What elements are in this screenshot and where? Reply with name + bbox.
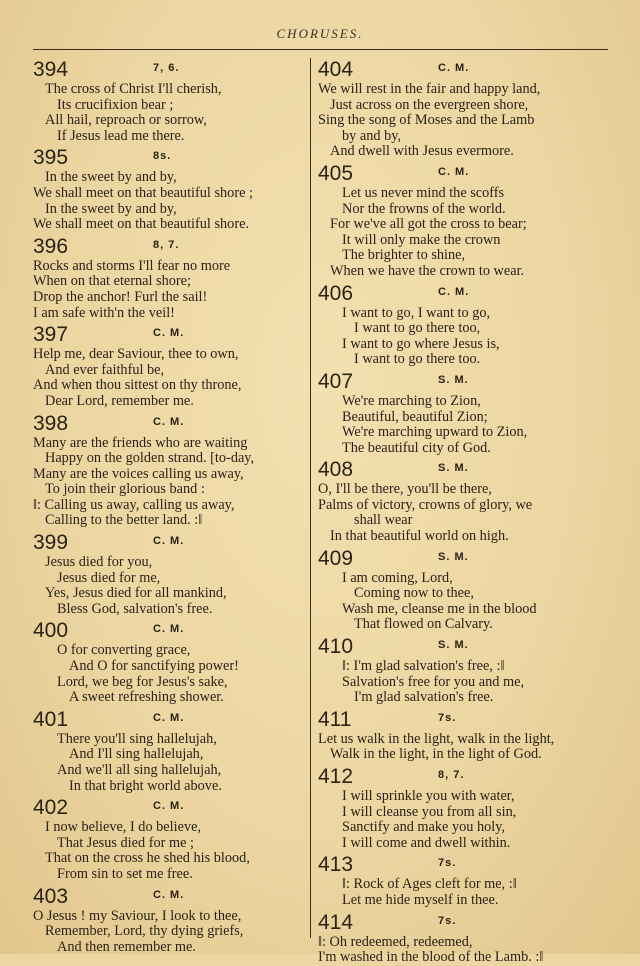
hymn-line: If Jesus lead me there. bbox=[57, 127, 185, 144]
hymn-line: Beautiful, beautiful Zion; bbox=[342, 408, 488, 425]
hymn-403 bbox=[33, 885, 305, 956]
hymn-404 bbox=[318, 58, 616, 160]
hymn-meter: S. M. bbox=[438, 373, 469, 386]
hymn-line: We shall meet on that beautiful shore ; bbox=[33, 184, 253, 201]
hymn-number: 399 bbox=[33, 531, 69, 555]
hymn-line: by and by, bbox=[342, 127, 402, 144]
hymn-398 bbox=[33, 412, 305, 530]
hymn-line: For we've all got the cross to bear; bbox=[330, 216, 527, 233]
hymn-line: We shall meet on that beautiful shore. bbox=[33, 216, 250, 233]
hymn-number: 404 bbox=[318, 58, 354, 81]
hymn-heading bbox=[33, 708, 305, 732]
hymn-meter: C. M. bbox=[153, 535, 185, 548]
hymn-number: 408 bbox=[318, 458, 354, 482]
hymn-meter: C. M. bbox=[153, 711, 185, 724]
hymn-line: Rocks and storms I'll fear no more bbox=[33, 257, 231, 274]
hymn-meter: C. M. bbox=[438, 62, 470, 74]
hymn-heading bbox=[33, 323, 305, 347]
hymn-meter: 7s. bbox=[438, 711, 457, 724]
hymn-line: That flowed on Calvary. bbox=[354, 616, 493, 633]
hymn-line: Let us walk in the light, walk in the light, bbox=[318, 730, 555, 747]
hymn-407 bbox=[318, 370, 616, 456]
hymn-meter: 8, 7. bbox=[438, 769, 465, 781]
hymn-410 bbox=[318, 635, 616, 706]
hymn-heading bbox=[33, 58, 305, 82]
hymn-line: I'm washed in the blood of the Lamb. :‖ bbox=[318, 949, 544, 966]
hymn-line: We will rest in the fair and happy land, bbox=[318, 81, 541, 97]
hymn-meter: 8, 7. bbox=[153, 238, 180, 251]
hymn-line: I now believe, I do believe, bbox=[45, 819, 202, 836]
hymn-line: And we'll all sing hallelujah, bbox=[57, 762, 222, 778]
hymn-408 bbox=[318, 458, 616, 544]
hymn-number: 413 bbox=[318, 853, 354, 877]
hymn-heading bbox=[33, 619, 305, 643]
hymn-line: And I'll sing hallelujah, bbox=[69, 746, 204, 763]
hymn-line: The cross of Christ I'll cherish, bbox=[45, 81, 222, 97]
hymn-line: I'm glad salvation's free. bbox=[354, 689, 494, 706]
hymn-line: And then remember me. bbox=[57, 938, 196, 955]
hymn-heading bbox=[318, 853, 616, 877]
hymn-heading bbox=[318, 58, 616, 82]
hymn-heading bbox=[318, 370, 616, 394]
hymn-meter: C. M. bbox=[153, 623, 185, 636]
hymn-line: I want to go there too. bbox=[354, 351, 481, 368]
hymn-heading bbox=[33, 235, 305, 259]
hymn-meter: C. M. bbox=[438, 165, 470, 178]
hymn-line: Coming now to thee, bbox=[354, 585, 474, 602]
hymn-meter: S. M. bbox=[438, 550, 469, 563]
hymn-line: Salvation's free for you and me, bbox=[342, 673, 525, 690]
hymn-meter: C. M. bbox=[153, 415, 185, 428]
hymn-heading bbox=[318, 911, 616, 935]
hymn-number: 395 bbox=[33, 146, 69, 170]
hymn-line: That on the cross he shed his blood, bbox=[45, 850, 250, 867]
hymn-line: There you'll sing hallelujah, bbox=[57, 730, 217, 747]
hymn-heading bbox=[33, 412, 305, 436]
hymn-heading bbox=[318, 635, 616, 659]
page-header: CHORUSES. bbox=[276, 26, 364, 41]
hymn-line: Lord, we beg for Jesus's sake, bbox=[57, 673, 228, 690]
hymn-line: That Jesus died for me ; bbox=[57, 834, 194, 851]
hymn-heading bbox=[33, 885, 305, 909]
hymn-number: 401 bbox=[33, 707, 69, 731]
hymn-line: Yes, Jesus died for all mankind, bbox=[45, 585, 227, 602]
hymn-line: Jesus died for me, bbox=[57, 569, 161, 586]
hymn-number: 405 bbox=[318, 161, 354, 185]
hymn-meter: C. M. bbox=[153, 888, 185, 901]
hymn-line: Sing the song of Moses and the Lamb bbox=[318, 112, 535, 129]
hymn-meter: C. M. bbox=[438, 285, 470, 298]
hymn-heading bbox=[318, 458, 616, 482]
hymn-line: When we have the crown to wear. bbox=[330, 262, 525, 279]
hymn-line: We're marching upward to Zion, bbox=[342, 424, 528, 441]
hymn-line: Nor the frowns of the world. bbox=[342, 200, 506, 217]
hymn-394 bbox=[33, 58, 305, 144]
right-column bbox=[318, 58, 616, 966]
hymn-397 bbox=[33, 323, 305, 409]
column-divider bbox=[310, 58, 311, 938]
hymn-number: 412 bbox=[318, 765, 354, 788]
hymn-meter: 8s. bbox=[153, 150, 172, 163]
hymn-line: In that bright world above. bbox=[69, 777, 222, 794]
hymn-line: ‖: Oh redeemed, redeemed, bbox=[318, 933, 473, 950]
hymn-line: And dwell with Jesus evermore. bbox=[330, 143, 514, 160]
hymn-heading bbox=[318, 765, 616, 789]
hymn-number: 409 bbox=[318, 546, 354, 570]
hymn-line: And O for sanctifying power! bbox=[69, 658, 239, 675]
hymn-number: 411 bbox=[318, 707, 352, 731]
hymn-406 bbox=[318, 282, 616, 368]
hymn-meter: 7s. bbox=[438, 914, 457, 927]
hymn-line: Its crucifixion bear ; bbox=[57, 96, 174, 113]
hymn-line: Help me, dear Saviour, thee to own, bbox=[33, 346, 239, 363]
hymn-number: 402 bbox=[33, 796, 69, 820]
hymn-heading bbox=[33, 146, 305, 170]
hymn-line: The beautiful city of God. bbox=[342, 439, 491, 456]
hymn-412 bbox=[318, 765, 616, 851]
hymn-line: I will come and dwell within. bbox=[342, 834, 511, 851]
hymn-line: Many are the voices calling us away, bbox=[33, 465, 244, 482]
hymn-409 bbox=[318, 547, 616, 633]
hymn-number: 398 bbox=[33, 411, 69, 435]
hymn-meter: S. M. bbox=[438, 639, 469, 652]
hymn-line: In the sweet by and by, bbox=[45, 169, 177, 186]
hymn-line: Happy on the golden strand. [to-day, bbox=[45, 450, 255, 467]
hymn-line: I am safe with'n the veil! bbox=[33, 304, 175, 321]
hymn-402 bbox=[33, 796, 305, 882]
hymn-line: Let me hide myself in thee. bbox=[342, 891, 499, 908]
hymn-meter: S. M. bbox=[438, 462, 469, 475]
hymn-413 bbox=[318, 853, 616, 908]
hymn-meter: C. M. bbox=[153, 800, 185, 813]
hymn-411 bbox=[318, 708, 616, 763]
hymn-414 bbox=[318, 911, 616, 966]
hymn-line: When on that eternal shore; bbox=[33, 273, 191, 290]
hymn-heading bbox=[33, 531, 305, 555]
hymn-line: From sin to set me free. bbox=[57, 865, 193, 882]
hymn-405 bbox=[318, 162, 616, 280]
hymn-meter: C. M. bbox=[153, 327, 185, 340]
hymn-meter: 7s. bbox=[438, 857, 457, 870]
hymn-heading bbox=[318, 708, 616, 732]
hymn-line: It will only make the crown bbox=[342, 231, 501, 248]
hymn-heading bbox=[33, 796, 305, 820]
hymn-line: Let us never mind the scoffs bbox=[342, 184, 505, 201]
hymn-line: ‖: Rock of Ages cleft for me, :‖ bbox=[342, 876, 517, 893]
hymn-line: ‖: I'm glad salvation's free, :‖ bbox=[342, 658, 505, 675]
hymn-line: I want to go there too, bbox=[354, 320, 481, 337]
hymn-heading bbox=[318, 547, 616, 571]
hymn-heading bbox=[318, 282, 616, 306]
hymn-line: The brighter to shine, bbox=[342, 247, 466, 264]
hymn-line: O, I'll be there, you'll be there, bbox=[318, 481, 492, 498]
hymn-line: O for converting grace, bbox=[57, 642, 191, 659]
hymn-line: And when thou sittest on thy throne, bbox=[33, 377, 242, 394]
hymn-line: I will cleanse you from all sin, bbox=[342, 803, 517, 820]
hymn-line: Sanctify and make you holy, bbox=[342, 819, 506, 836]
hymn-line: A sweet refreshing shower. bbox=[69, 689, 224, 706]
hymn-number: 407 bbox=[318, 369, 354, 393]
hymn-number: 406 bbox=[318, 281, 354, 305]
hymn-line: Remember, Lord, thy dying griefs, bbox=[45, 923, 244, 940]
hymn-line: Palms of victory, crowns of glory, we bbox=[318, 496, 533, 513]
hymn-400 bbox=[33, 619, 305, 705]
hymn-395 bbox=[33, 146, 305, 232]
hymn-line: Jesus died for you, bbox=[45, 554, 153, 571]
hymn-number: 410 bbox=[318, 635, 354, 659]
hymn-heading bbox=[318, 162, 616, 186]
hymn-number: 394 bbox=[33, 58, 69, 81]
left-column bbox=[33, 58, 305, 955]
hymn-line: ‖: Calling us away, calling us away, bbox=[33, 496, 235, 513]
hymn-line: I will sprinkle you with water, bbox=[342, 788, 515, 804]
hymn-line: And ever faithful be, bbox=[45, 361, 165, 378]
hymn-line: Calling to the better land. :‖ bbox=[45, 512, 203, 529]
hymn-line: Dear Lord, remember me. bbox=[45, 392, 194, 409]
header-rule bbox=[33, 49, 608, 50]
hymn-line: In the sweet by and by, bbox=[45, 200, 177, 217]
hymn-line: To join their glorious band : bbox=[45, 481, 205, 498]
hymn-line: O Jesus ! my Saviour, I look to thee, bbox=[33, 907, 242, 924]
hymn-line: shall wear bbox=[354, 512, 413, 529]
hymn-line: Drop the anchor! Furl the sail! bbox=[33, 288, 208, 305]
hymn-line: I want to go, I want to go, bbox=[342, 304, 491, 321]
hymn-line: I want to go where Jesus is, bbox=[342, 335, 500, 352]
hymn-396 bbox=[33, 235, 305, 321]
hymn-meter: 7, 6. bbox=[153, 62, 180, 74]
hymn-number: 400 bbox=[33, 619, 69, 643]
hymn-line: We're marching to Zion, bbox=[342, 392, 481, 409]
hymn-line: In that beautiful world on high. bbox=[330, 528, 509, 545]
hymn-number: 414 bbox=[318, 910, 354, 934]
hymn-line: Many are the friends who are waiting bbox=[33, 434, 248, 451]
hymn-line: Wash me, cleanse me in the blood bbox=[342, 600, 537, 617]
hymn-line: Bless God, salvation's free. bbox=[57, 600, 213, 617]
hymn-line: All hail, reproach or sorrow, bbox=[45, 112, 207, 129]
hymn-line: Just across on the evergreen shore, bbox=[330, 96, 529, 113]
hymn-number: 396 bbox=[33, 234, 69, 258]
hymn-401 bbox=[33, 708, 305, 794]
hymn-number: 397 bbox=[33, 323, 69, 347]
hymn-line: I am coming, Lord, bbox=[342, 569, 453, 586]
hymn-399 bbox=[33, 531, 305, 617]
hymn-number: 403 bbox=[33, 884, 69, 908]
hymn-line: Walk in the light, in the light of God. bbox=[330, 746, 542, 763]
